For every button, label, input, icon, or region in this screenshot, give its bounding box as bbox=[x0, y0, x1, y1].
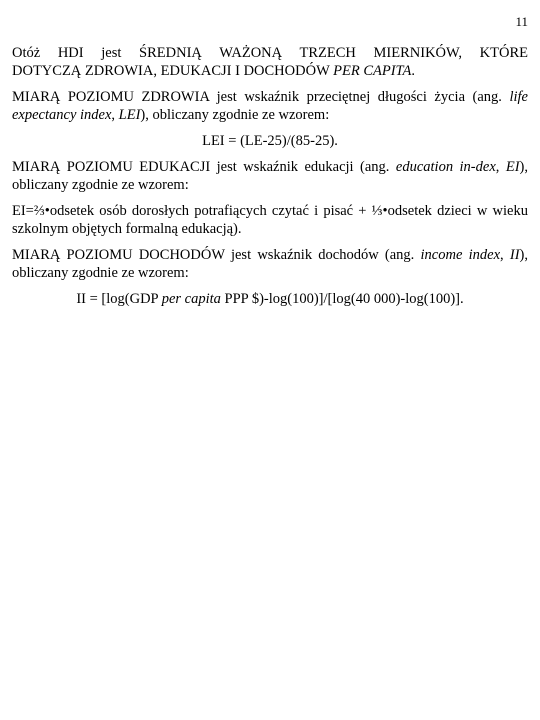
ii-formula-end: PPP $)-log(100)]/[log(40 000)-log(100)]. bbox=[220, 291, 464, 307]
ii-per-capita-term: per capita bbox=[161, 291, 221, 307]
education-index-term: education in-dex bbox=[395, 159, 496, 175]
ei-abbrev: EI bbox=[505, 159, 520, 175]
per-capita-term: PER CAPITA bbox=[333, 63, 412, 79]
intro-text: DOTYCZĄ ZDROWIA, EDUKACJI I DOCHODÓW bbox=[12, 63, 334, 79]
lei-abbrev: LEI bbox=[118, 107, 141, 123]
health-paragraph bbox=[12, 88, 528, 124]
lei-formula: LEI = (LE-25)/(85-25). bbox=[202, 133, 338, 149]
intro-line-2 bbox=[12, 63, 415, 79]
education-text: MIARĄ POZIOMU EDUKACJI jest wskaźnik edukacji (ang. bbox=[12, 159, 396, 175]
income-tail: ), obliczany zgodnie ze wzorem: bbox=[12, 247, 529, 281]
income-text: MIARĄ POZIOMU DOCHODÓW jest wskaźnik dochodów (ang. bbox=[12, 247, 421, 263]
page-number: 11 bbox=[515, 14, 528, 29]
education-paragraph bbox=[12, 158, 528, 194]
income-sep: , bbox=[500, 247, 510, 263]
health-tail: ), obliczany zgodnie ze wzorem: bbox=[140, 107, 330, 123]
health-text: MIARĄ POZIOMU ZDROWIA jest wskaźnik przeciętnej długości życia (ang. bbox=[12, 89, 510, 105]
ei-formula: EI=⅔•odsetek osób dorosłych potrafiących czytać i pisać + ⅓•odsetek dzieci w wieku szkolnym objętych formalną edukacją). bbox=[12, 203, 528, 237]
income-index-term: income index bbox=[420, 247, 501, 263]
document-body bbox=[12, 44, 528, 316]
intro-line-1: Otóż HDI jest ŚREDNIĄ WAŻONĄ TRZECH MIERNIKÓW, KTÓRE bbox=[12, 45, 528, 61]
income-paragraph bbox=[12, 246, 528, 282]
health-sep: , bbox=[111, 107, 119, 123]
education-tail: ), obliczany zgodnie ze wzorem: bbox=[12, 159, 529, 193]
ii-formula bbox=[12, 290, 528, 308]
education-sep: , bbox=[495, 159, 506, 175]
ii-abbrev: II bbox=[509, 247, 520, 263]
ii-formula-start: II = [log(GDP bbox=[76, 291, 162, 307]
intro-paragraph bbox=[12, 44, 528, 80]
life-expectancy-term: life expectancy index bbox=[12, 89, 528, 123]
intro-period: . bbox=[411, 63, 416, 79]
